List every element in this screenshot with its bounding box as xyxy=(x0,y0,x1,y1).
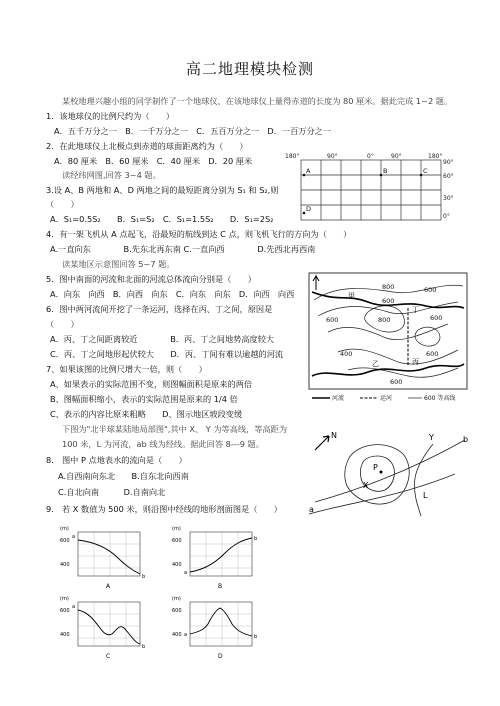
profile-b-tick-400: 400 xyxy=(172,562,182,568)
profile-c-end: b xyxy=(142,644,146,650)
q7-option-a: A、如果表示的实际范围不变，则图幅面积是原来的两倍 xyxy=(50,379,253,389)
profile-chart-b xyxy=(172,524,272,592)
legend-contour: 600 等高线 xyxy=(424,395,456,402)
page-title: 高二地理模块检测 xyxy=(185,60,314,78)
map-label-l: L xyxy=(423,491,428,500)
q5-stem: 5．图中南面的河流和北面的河流总体流向分别是（ ） xyxy=(46,274,256,284)
q2-stem: 2．在此地球仪上北极点到赤道的球面距离约为（ ） xyxy=(46,141,248,151)
lat-label-60: 60° xyxy=(443,173,454,180)
note-8-9-line1: 下图为"北半球某陆地局部图",其中 X、 Y 为等高线，等高距为 xyxy=(62,424,288,434)
profile-a-unit: (m) xyxy=(60,526,69,532)
profile-a-end: b xyxy=(142,574,146,580)
q3-options: A．S₁=0.5S₂ B．S₁=S₂ C．S₁=1.5S₂ D．S₁=2S₂ xyxy=(50,214,274,224)
profile-c-unit: (m) xyxy=(60,596,69,602)
profile-a-tick-400: 400 xyxy=(60,562,70,568)
contour-label-600-left: 600 xyxy=(326,316,339,324)
map-label-n: N xyxy=(331,431,337,440)
q3-stem: 3.设 A、B 两地和 A、D 两地之间的最短距离分别为 S₁ 和 S₂,则 xyxy=(46,185,279,195)
legend-river: 河流 xyxy=(332,395,345,402)
contour-label-800-top: 800 xyxy=(382,283,395,291)
terrain-map-figure xyxy=(308,272,468,407)
map-label-p: P xyxy=(373,463,378,472)
profile-a-tick-600: 600 xyxy=(60,538,70,544)
point-b-label: B xyxy=(383,167,388,175)
contour-label-800-mid: 800 xyxy=(378,316,391,324)
profile-chart-d xyxy=(172,594,272,662)
lat-label-30: 30° xyxy=(443,195,454,202)
graticule-figure xyxy=(283,152,458,224)
q1-options: A．五千万分之一 B．一千万分之一 C．五百万分之一 D．一百万分之一 xyxy=(54,126,332,136)
contour-label-600-east: 600 xyxy=(430,314,443,322)
profile-b-unit: (m) xyxy=(172,526,181,532)
q6-option-ab: A．丙、丁之间距离较近 B．丙、丁之间地势高度较大 xyxy=(50,334,275,344)
legend-canal: 运河 xyxy=(380,395,393,402)
point-a-label: A xyxy=(306,167,311,175)
profile-c-caption: C xyxy=(106,653,111,660)
contour-label-600-top: 600 xyxy=(382,297,395,305)
lon-label-180e: 180° xyxy=(428,153,443,160)
lon-label-90w: 90° xyxy=(327,153,338,160)
map-label-b: b xyxy=(463,435,469,444)
q2-options: A．80 厘米 B．60 厘米 C．40 厘米 D．20 厘米 xyxy=(54,156,253,166)
profile-d-unit: (m) xyxy=(172,596,181,602)
profile-a-start: a xyxy=(72,534,76,540)
map-label-a: a xyxy=(309,505,314,514)
map-label-x: X xyxy=(363,481,369,490)
q7-option-b: B、图幅面积缩小，表示的实际范围是原来的 1/4 倍 xyxy=(50,394,238,404)
note-5-7: 读某地区示意图回答 5~7 题。 xyxy=(62,259,175,269)
q3-blank: （ ） xyxy=(46,199,79,209)
contour-label-600-se: 600 xyxy=(426,350,439,358)
profile-d-start: a xyxy=(184,632,188,638)
profile-b-start: a xyxy=(184,570,188,576)
profile-d-end: b xyxy=(254,634,258,640)
local-map-figure xyxy=(305,428,475,520)
q4-options: A.一直向东 B.先东北再东南 C.一直向西 D.先西北再西南 xyxy=(50,244,316,254)
q6-stem: 6．图中两河流间开挖了一条运河，选择在丙、丁之间，原因是 xyxy=(46,304,273,314)
q8-stem: 8. 图中 P 点地表水的流向是（ ） xyxy=(46,455,187,465)
point-c-label: C xyxy=(423,167,428,175)
q6-option-cd: C．丙、丁之间地形起伏较大 D．丙、丁间有难以逾越的河流 xyxy=(50,349,284,359)
map-label-y: Y xyxy=(429,433,434,442)
q8-option-ab: A.自西南向东北 B.自东北向西南 xyxy=(58,471,189,481)
profile-d-tick-400: 400 xyxy=(172,632,182,638)
place-bing: 丙 xyxy=(412,358,419,366)
q7-stem: 7、如果该图的比例尺增大一倍，则（ ） xyxy=(46,364,207,374)
profile-d-caption: D xyxy=(218,653,223,660)
note-8-9-line2: 100 米，L 为河流，ab 线为经线。据此回答 8---9 题。 xyxy=(62,439,264,449)
lon-label-180w: 180° xyxy=(285,153,300,160)
profile-c-tick-600: 600 xyxy=(60,608,70,614)
place-jia: 甲 xyxy=(348,292,355,300)
point-d-label: D xyxy=(306,205,312,213)
place-yi: 乙 xyxy=(372,360,379,368)
q8-option-cd: C.自北向南 D.自南向北 xyxy=(58,487,166,497)
profile-chart-a xyxy=(60,524,160,592)
profile-c-tick-400: 400 xyxy=(60,632,70,638)
contour-label-400: 400 xyxy=(340,350,353,358)
q6-blank: （ ） xyxy=(46,319,79,329)
q4-stem: 4．有一架飞机从 A 点起飞，沿最短的航线到达 C 点，则飞机飞行的方向为（ ） xyxy=(46,229,352,239)
profile-b-end: b xyxy=(254,536,258,542)
contour-label-600-bottom: 600 xyxy=(390,378,403,386)
q1-stem: 1．该地球仪的比例尺约为（ ） xyxy=(46,111,175,121)
lat-label-0: 0° xyxy=(443,213,450,220)
profile-d-tick-600: 600 xyxy=(172,608,182,614)
profile-c-start: a xyxy=(72,604,76,610)
q5-options: A．向东 向西 B．向西 向东 C．向东 向东 D．向西 向西 xyxy=(50,289,295,299)
profile-b-caption: B xyxy=(218,583,223,590)
profile-a-caption: A xyxy=(106,583,111,590)
q7-option-cd: C、表示的内容比原来粗略 D、图示地区坡段变缓 xyxy=(50,409,243,419)
contour-label-600-right: 600 xyxy=(424,286,437,294)
place-ding: 丁 xyxy=(412,306,419,314)
lon-label-90e: 90° xyxy=(391,153,402,160)
intro-text: 某校地理兴趣小组的同学制作了一个地球仪，在该地球仪上量得赤道的长度为 80 厘米。据此完成 1~2 题。 xyxy=(62,96,453,106)
q9-stem: 9. 若 X 数值为 500 米，则沿图中经线的地形剖面图是（ ） xyxy=(46,504,282,514)
profile-b-tick-600: 600 xyxy=(172,538,182,544)
lat-label-90: 90° xyxy=(443,159,454,166)
profile-chart-c xyxy=(60,594,160,662)
note-3-4: 读经纬网图,回答 3~4 题。 xyxy=(62,170,161,180)
lon-label-0: 0° xyxy=(367,153,374,160)
